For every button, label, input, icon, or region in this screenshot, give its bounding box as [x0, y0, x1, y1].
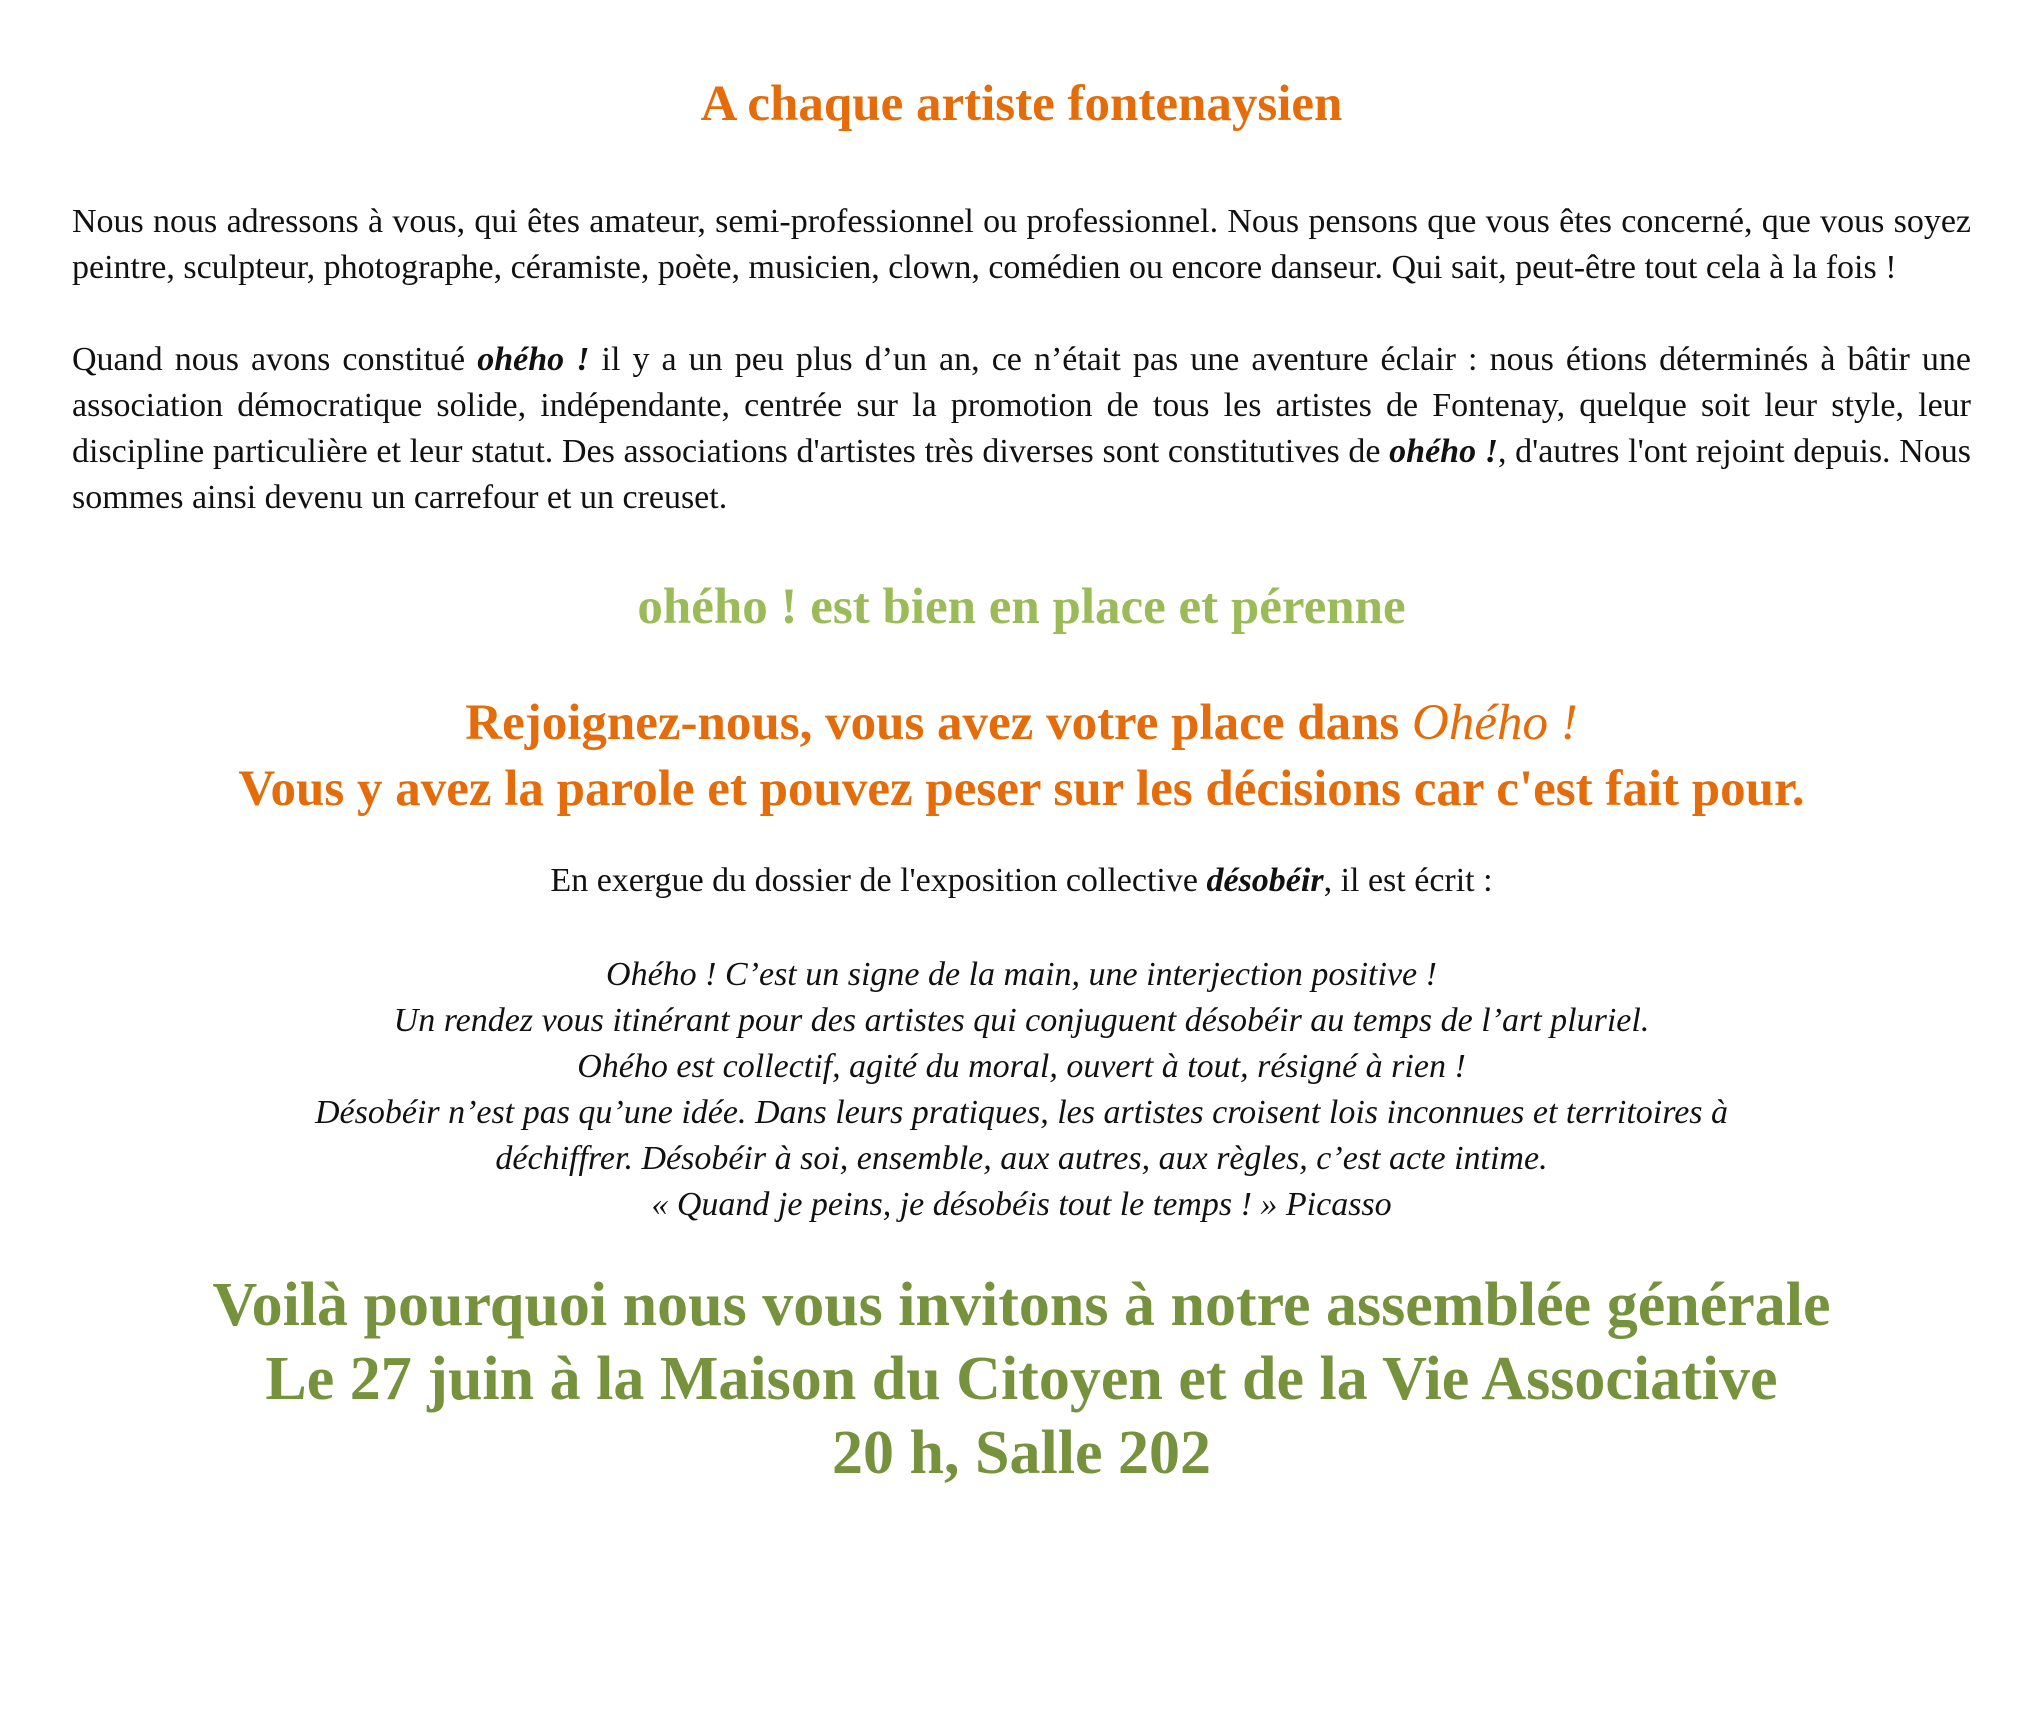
quote-line: Désobéir n’est pas qu’une idée. Dans leurs pratiques, les artistes croisent lois inconnues et territoires à	[314, 1094, 1729, 1132]
intro-paragraph: Nous nous adressons à vous, qui êtes amateur, semi-professionnel ou professionnel. Nous pensons que vous êtes concerné, que vous soyez peintre, sculpteur, photographe, céramiste, poète, musicien, clown, comédien ou encore danseur. Qui sait, peut-être tout cela à la fois !	[72, 203, 1971, 287]
history-paragraph	[72, 337, 1971, 521]
invitation-line1: Voilà pourquoi nous vous invitons à notre assemblée générale	[212, 1271, 1831, 1340]
quote-line: Un rendez vous itinérant pour des artistes qui conjuguent désobéir au temps de l’art pluriel.	[393, 1002, 1650, 1040]
history-text-part1: Quand nous avons constitué	[72, 341, 478, 379]
join-heading	[72, 690, 1971, 822]
oheho-name-1: ohého !	[477, 341, 590, 379]
exergue-quote	[72, 952, 1971, 1228]
invitation-line2: Le 27 juin à la Maison du Citoyen et de la Vie Associative	[265, 1345, 1778, 1414]
page-title: A chaque artiste fontenaysien	[700, 76, 1343, 132]
join-heading-line1	[72, 690, 1971, 756]
quote-line: Ohého ! C’est un signe de la main, une interjection positive !	[606, 956, 1437, 994]
invitation-line3: 20 h, Salle 202	[832, 1419, 1211, 1488]
history-text-part2: il y a un peu plus d’un an, ce n’était pas une aventure éclair : nous étions déterminés à bâtir une association démocratique solide, indépendante, centrée sur la promotion de tous les artistes de Fontenay, quelque soit leur style, leur discipline particulière et leur statut. Des associations d'artistes très diverses sont constitutives de	[72, 341, 1972, 471]
exhibition-name: désobéir	[1206, 862, 1324, 900]
join-heading-text: Rejoignez-nous, vous avez votre place dans	[465, 695, 1413, 752]
exergue-intro	[72, 858, 1971, 904]
quote-line: déchiffrer. Désobéir à soi, ensemble, aux autres, aux règles, c’est acte intime.	[495, 1140, 1548, 1178]
join-heading-oheho: Ohého !	[1412, 695, 1578, 752]
oheho-name-2: ohého !	[1389, 433, 1498, 471]
established-heading: ohého ! est bien en place et pérenne	[637, 579, 1406, 636]
quote-line: Ohého est collectif, agité du moral, ouvert à tout, résigné à rien !	[577, 1048, 1466, 1086]
quote-line: « Quand je peins, je désobéis tout le temps ! » Picasso	[651, 1186, 1392, 1224]
history-text-part3: , d'autres l'ont rejoint depuis. Nous sommes ainsi devenu un carrefour et un creuset.	[72, 433, 1972, 517]
invitation-block	[72, 1268, 1971, 1490]
exergue-text-part1: En exergue du dossier de l'exposition collective	[550, 862, 1207, 900]
exergue-text-part2: , il est écrit :	[1323, 862, 1493, 900]
join-heading-line2: Vous y avez la parole et pouvez peser sur les décisions car c'est fait pour.	[238, 761, 1805, 818]
